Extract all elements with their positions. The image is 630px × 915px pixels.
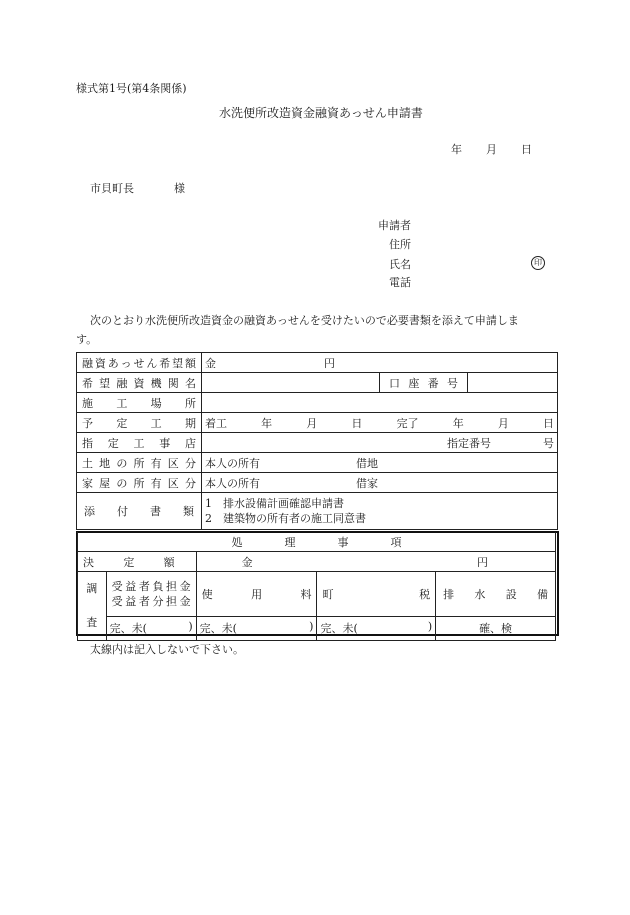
house-label: 家 屋 の 所 有 区 分	[77, 473, 202, 493]
contractor-field[interactable]	[202, 433, 558, 453]
footer-note: 太線内は記入しないで下さい。	[90, 643, 244, 656]
site-row	[77, 393, 558, 413]
house-field[interactable]: 本人の所有 借家	[202, 473, 558, 493]
date-month-label: 月	[486, 143, 497, 156]
body-text-line-1: 次のとおり水洗便所改造資金の融資あっせんを受けたいので必要書類を添えて申請しま	[90, 314, 519, 327]
bank-row	[77, 373, 558, 393]
seal-mark-icon: 印	[531, 255, 545, 270]
status-beneficiary[interactable]: 完、未( )	[106, 616, 196, 640]
date-year-label: 年	[451, 143, 462, 156]
contractor-label: 指 定 工 事 店	[77, 433, 202, 453]
processing-table	[77, 532, 556, 641]
site-label: 施 工 場 所	[77, 393, 202, 413]
attachments-label: 添 付 書 類	[77, 493, 202, 530]
inspection-check[interactable]: 確、検	[436, 616, 556, 640]
account-number-label: 口 座 番 号	[380, 373, 468, 393]
decision-label: 決 定 額	[78, 552, 197, 572]
date-line	[451, 141, 532, 157]
land-label: 土 地 の 所 有 区 分	[77, 453, 202, 473]
land-row	[77, 453, 558, 473]
bank-label: 希 望 融 資 機 関 名	[77, 373, 202, 393]
applicant-phone-label: 電話	[389, 276, 411, 289]
survey-row-2	[78, 616, 556, 640]
schedule-row	[77, 413, 558, 433]
status-town-tax[interactable]: 完、未( )	[317, 616, 436, 640]
application-table	[76, 352, 558, 530]
town-tax-label: 町 税	[317, 572, 436, 617]
drainage-label: 排 水 設 備	[436, 572, 556, 617]
land-field[interactable]: 本人の所有 借地	[202, 453, 558, 473]
addressee-name: 市貝町長	[90, 182, 134, 195]
attachments-field	[202, 493, 558, 530]
beneficiary-charge-label: 受 益 者 負 担 金 受 益 者 分 担 金	[106, 572, 196, 617]
form-title: 水洗便所改造資金融資あっせん申請書	[219, 106, 423, 120]
contractor-number-unit: 号	[543, 436, 555, 450]
contractor-row	[77, 433, 558, 453]
schedule-field[interactable]: 着工 年 月 日 完了 年 月 日	[202, 413, 558, 433]
addressee-honorific: 様	[174, 182, 185, 195]
body-text-line-2: す。	[76, 333, 98, 346]
attachment-item-1: 1 排水設備計画確認申請書	[205, 497, 344, 510]
decision-row	[78, 552, 556, 572]
loan-amount-row	[77, 353, 558, 373]
house-row	[77, 473, 558, 493]
loan-amount-field[interactable]: 金 円	[202, 353, 558, 373]
loan-amount-label: 融 資 あ っ せ ん 希 望 額	[77, 353, 202, 373]
schedule-label: 予 定 工 期	[77, 413, 202, 433]
usage-fee-label: 使 用 料	[196, 572, 317, 617]
addressee	[90, 180, 185, 196]
account-number-field[interactable]	[468, 373, 558, 393]
applicant-label: 申請者	[378, 219, 411, 232]
processing-header: 処 理 事 項	[78, 532, 556, 552]
processing-header-row	[78, 532, 556, 552]
survey-row-1	[78, 572, 556, 617]
applicant-name-label: 氏名	[389, 258, 411, 271]
status-usage-fee[interactable]: 完、未( )	[196, 616, 317, 640]
attachments-row	[77, 493, 558, 530]
applicant-address-label: 住所	[389, 238, 411, 251]
decision-field[interactable]: 金 円	[196, 552, 555, 572]
survey-label: 調 査	[78, 572, 107, 641]
site-field[interactable]	[202, 393, 558, 413]
bank-field[interactable]	[202, 373, 380, 393]
form-number: 様式第1号(第4条関係)	[76, 82, 187, 95]
date-day-label: 日	[521, 143, 532, 156]
attachment-item-2: 2 建築物の所有者の施工同意書	[205, 512, 366, 525]
contractor-number-label: 指定番号	[447, 436, 492, 450]
